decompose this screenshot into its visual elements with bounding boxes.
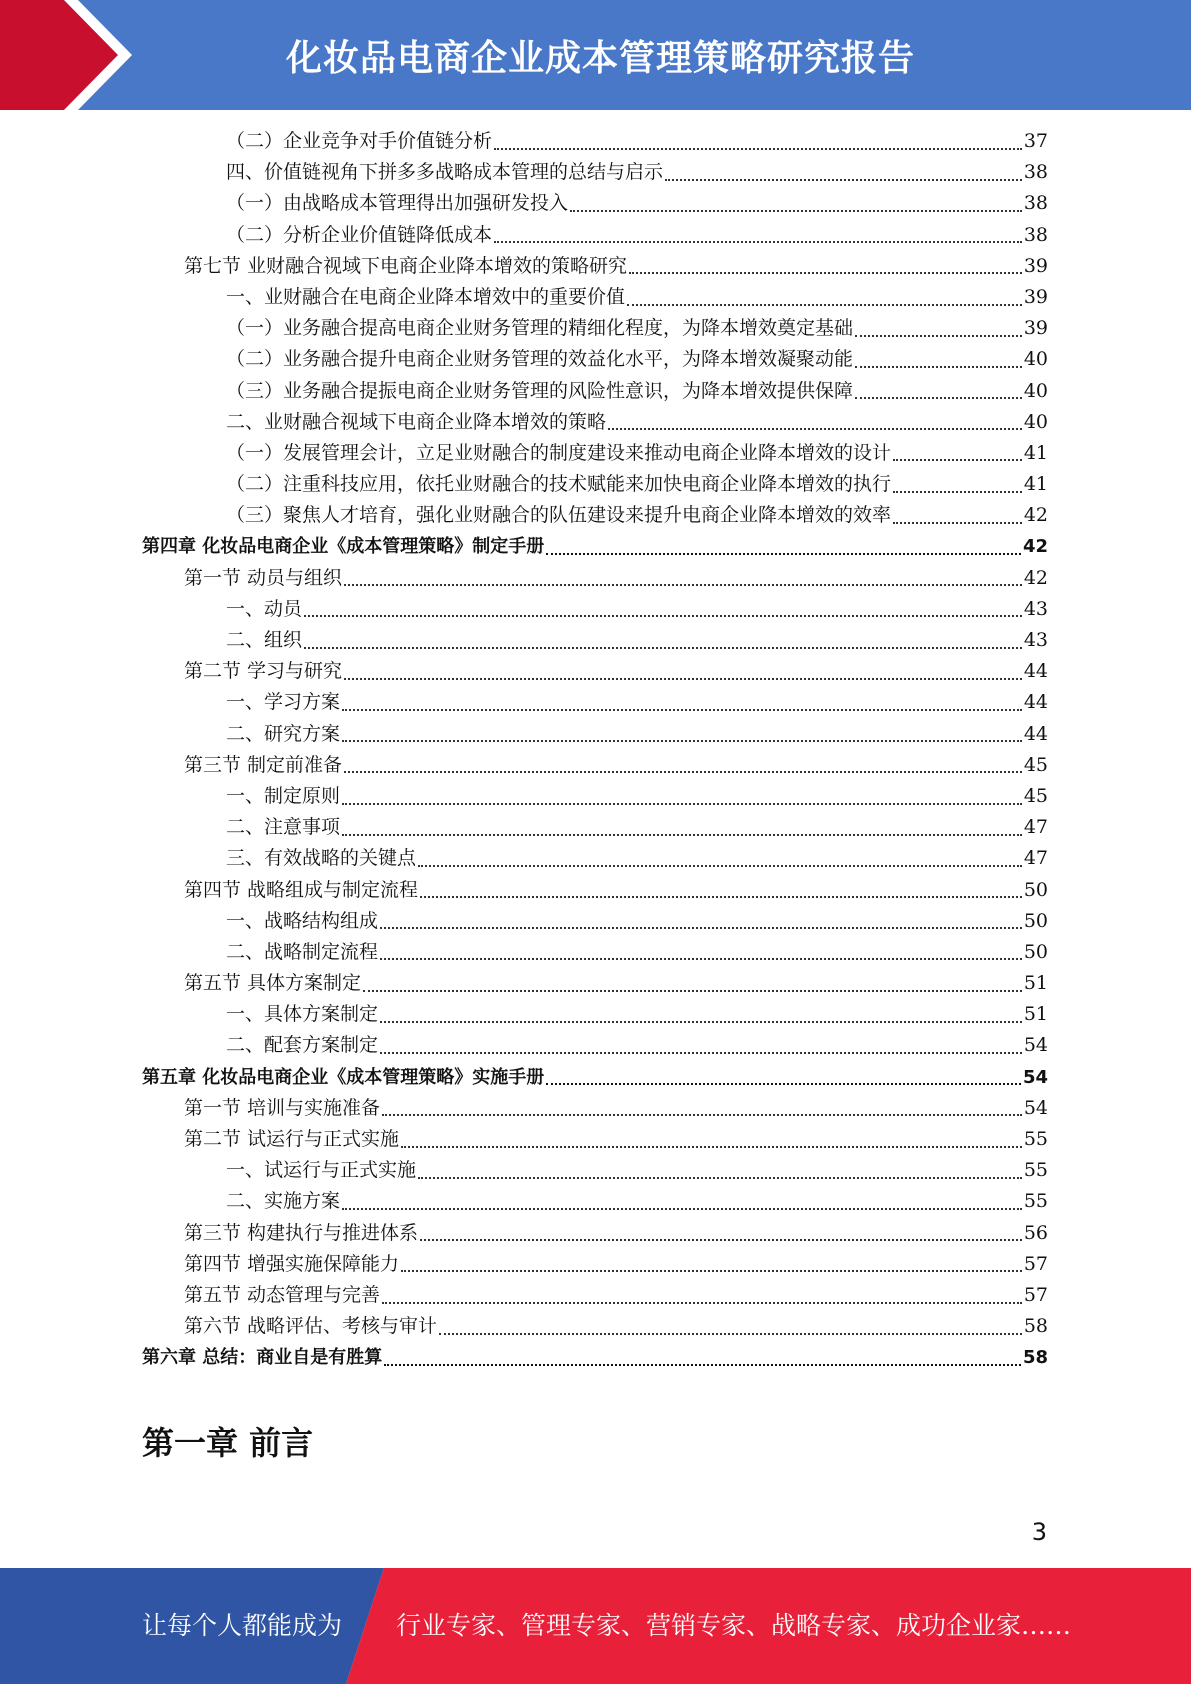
toc-leader-dots (420, 1239, 1022, 1241)
toc-entry-label: 第三节 制定前准备 (184, 753, 343, 776)
toc-entry[interactable] (142, 1155, 1048, 1186)
toc-entry[interactable] (142, 843, 1048, 874)
toc-entry-label: 四、价值链视角下拼多多战略成本管理的总结与启示 (226, 161, 664, 184)
toc-entry-label: 二、组织 (226, 629, 303, 651)
toc-entry-page: 55 (1023, 1190, 1048, 1213)
toc-entry[interactable] (142, 531, 1048, 562)
toc-entry-page: 44 (1023, 722, 1048, 745)
toc-entry-page: 58 (1022, 1347, 1048, 1369)
toc-entry[interactable] (142, 1062, 1048, 1093)
toc-entry[interactable] (142, 937, 1048, 968)
toc-entry-page: 41 (1023, 441, 1048, 464)
toc-leader-dots (342, 740, 1022, 742)
toc-entry-label: 第四节 增强实施保障能力 (184, 1252, 400, 1275)
toc-entry[interactable] (142, 282, 1048, 313)
toc-leader-dots (342, 1208, 1022, 1210)
toc-entry-label: 三、有效战略的关键点 (226, 847, 417, 870)
toc-entry-page: 44 (1023, 691, 1048, 714)
toc-entry-page: 54 (1023, 1096, 1048, 1119)
toc-entry[interactable] (142, 188, 1048, 219)
toc-entry[interactable] (142, 1342, 1048, 1373)
toc-entry-page: 38 (1023, 223, 1048, 246)
toc-entry[interactable] (142, 251, 1048, 282)
toc-entry-label: 二、实施方案 (226, 1190, 341, 1213)
toc-entry-page: 38 (1023, 192, 1048, 215)
toc-entry[interactable] (142, 438, 1048, 469)
toc-entry[interactable] (142, 812, 1048, 843)
toc-entry-label: 第六节 战略评估、考核与审计 (184, 1315, 438, 1338)
toc-leader-dots (893, 459, 1022, 461)
toc-entry[interactable] (142, 999, 1048, 1030)
toc-leader-dots (344, 584, 1022, 586)
toc-entry-label: （二）分析企业价值链降低成本 (226, 223, 493, 246)
toc-leader-dots (304, 615, 1022, 617)
toc-entry-label: （二）注重科技应用，依托业财融合的技术赋能来加快电商企业降本增效的执行 (226, 473, 892, 496)
toc-entry-label: （三）业务融合提振电商企业财务管理的风险性意识，为降本增效提供保障 (226, 379, 854, 402)
toc-entry-label: 一、学习方案 (226, 691, 341, 714)
toc-entry[interactable] (142, 1249, 1048, 1280)
document-title: 化妆品电商企业成本管理策略研究报告 (285, 37, 915, 79)
toc-entry-page: 47 (1023, 847, 1048, 870)
toc-entry-label: 一、业财融合在电商企业降本增效中的重要价值 (226, 285, 626, 308)
toc-entry[interactable] (142, 1186, 1048, 1217)
toc-leader-dots (418, 865, 1022, 867)
toc-leader-dots (855, 397, 1022, 399)
toc-leader-dots (608, 428, 1022, 430)
toc-entry-label: 第七节 业财融合视域下电商企业降本增效的策略研究 (184, 254, 628, 277)
toc-entry[interactable] (142, 126, 1048, 157)
toc-entry[interactable] (142, 656, 1048, 687)
toc-leader-dots (344, 678, 1022, 680)
toc-entry[interactable] (142, 875, 1048, 906)
toc-entry-label: 第四节 战略组成与制定流程 (184, 878, 419, 901)
toc-leader-dots (855, 366, 1022, 368)
toc-entry-page: 37 (1023, 130, 1048, 152)
toc-entry[interactable] (142, 500, 1048, 531)
toc-entry[interactable] (142, 313, 1048, 344)
toc-entry-page: 45 (1023, 753, 1048, 776)
toc-entry-label: 一、战略结构组成 (226, 909, 379, 932)
footer-slogan-left: 让每个人都能成为 (142, 1611, 343, 1640)
toc-entry-page: 57 (1023, 1283, 1048, 1306)
toc-entry[interactable] (142, 968, 1048, 999)
toc-entry-label: 第一节 动员与组织 (184, 566, 343, 589)
page-header (0, 0, 1191, 110)
toc-entry-label: 二、研究方案 (226, 722, 341, 745)
toc-leader-dots (342, 709, 1022, 711)
toc-leader-dots (893, 491, 1022, 493)
toc-entry[interactable] (142, 1218, 1048, 1249)
toc-entry[interactable] (142, 157, 1048, 188)
toc-leader-dots (342, 834, 1022, 836)
toc-entry-page: 40 (1023, 410, 1048, 433)
toc-entry-label: （二）业务融合提升电商企业财务管理的效益化水平，为降本增效凝聚动能 (226, 348, 854, 371)
page-number: 3 (1031, 1518, 1047, 1546)
toc-entry-label: 二、配套方案制定 (226, 1034, 379, 1057)
toc-entry[interactable] (142, 220, 1048, 251)
toc-entry[interactable] (142, 1093, 1048, 1124)
toc-leader-dots (420, 896, 1022, 898)
toc-leader-dots (401, 1146, 1022, 1148)
toc-leader-dots (342, 803, 1022, 805)
toc-entry-page: 54 (1023, 1034, 1048, 1057)
toc-entry-page: 50 (1023, 878, 1048, 901)
toc-leader-dots (627, 304, 1022, 306)
toc-entry-page: 42 (1023, 566, 1048, 589)
toc-leader-dots (384, 1364, 1021, 1366)
toc-entry[interactable] (142, 376, 1048, 407)
toc-leader-dots (363, 990, 1022, 992)
toc-leader-dots (570, 210, 1022, 212)
toc-entry-page: 43 (1023, 629, 1048, 651)
toc-entry-page: 51 (1023, 1003, 1048, 1026)
toc-entry[interactable] (142, 1124, 1048, 1155)
toc-entry[interactable] (142, 750, 1048, 781)
toc-entry[interactable] (142, 625, 1048, 656)
toc-entry-label: 二、注意事项 (226, 816, 341, 839)
toc-entry-page: 47 (1023, 816, 1048, 839)
toc-entry-label: 一、具体方案制定 (226, 1003, 379, 1026)
toc-entry[interactable] (142, 344, 1048, 375)
toc-entry-page: 39 (1023, 254, 1048, 277)
toc-entry-page: 55 (1023, 1159, 1048, 1182)
toc-leader-dots (344, 771, 1022, 773)
toc-entry-label: 第五章 化妆品电商企业《成本管理策略》实施手册 (142, 1066, 545, 1088)
toc-entry[interactable] (142, 781, 1048, 812)
toc-entry-page: 42 (1023, 504, 1048, 527)
toc-entry-label: 第一节 培训与实施准备 (184, 1096, 381, 1119)
toc-leader-dots (546, 1083, 1021, 1085)
toc-entry[interactable] (142, 563, 1048, 594)
toc-entry-label: 一、制定原则 (226, 784, 341, 807)
toc-leader-dots (401, 1270, 1022, 1272)
toc-leader-dots (494, 241, 1022, 243)
toc-entry-page: 40 (1023, 348, 1048, 371)
toc-entry-label: （三）聚焦人才培育，强化业财融合的队伍建设来提升电商企业降本增效的效率 (226, 504, 892, 527)
toc-entry[interactable] (142, 1030, 1048, 1061)
toc-entry-label: 第六章 总结：商业自是有胜算 (142, 1347, 383, 1369)
toc-leader-dots (665, 179, 1022, 181)
page-footer (0, 1568, 1191, 1684)
toc-entry-page: 55 (1023, 1128, 1048, 1150)
toc-leader-dots (380, 927, 1022, 929)
toc-entry-label: 第五节 动态管理与完善 (184, 1283, 381, 1306)
toc-entry[interactable] (142, 719, 1048, 750)
toc-entry-label: 二、业财融合视域下电商企业降本增效的策略 (226, 410, 607, 433)
toc-leader-dots (494, 148, 1022, 150)
toc-entry-page: 45 (1023, 784, 1048, 807)
toc-entry-page: 50 (1023, 909, 1048, 932)
toc-entry-label: 二、战略制定流程 (226, 940, 379, 963)
toc-entry-label: 第五节 具体方案制定 (184, 972, 362, 995)
toc-entry[interactable] (142, 906, 1048, 937)
toc-leader-dots (382, 1302, 1022, 1304)
table-of-contents (142, 126, 1048, 1374)
toc-entry-page: 39 (1023, 285, 1048, 308)
toc-entry-page: 51 (1023, 972, 1048, 995)
toc-entry-page: 40 (1023, 379, 1048, 402)
toc-entry[interactable] (142, 687, 1048, 718)
toc-entry-page: 43 (1023, 597, 1048, 620)
toc-leader-dots (893, 522, 1022, 524)
toc-leader-dots (380, 1021, 1022, 1023)
toc-leader-dots (304, 647, 1022, 649)
toc-entry-label: 第二节 试运行与正式实施 (184, 1128, 400, 1150)
toc-entry-page: 57 (1023, 1252, 1048, 1275)
toc-leader-dots (418, 1177, 1022, 1179)
chapter-heading: 第一章 前言 (142, 1424, 314, 1462)
toc-entry-page: 41 (1023, 473, 1048, 496)
toc-entry-page: 42 (1022, 536, 1048, 558)
footer-slogan-right: 行业专家、管理专家、营销专家、战略专家、成功企业家…… (396, 1611, 1072, 1640)
toc-entry[interactable] (142, 594, 1048, 625)
toc-entry-page: 50 (1023, 940, 1048, 963)
toc-entry-label: 第二节 学习与研究 (184, 660, 343, 683)
toc-entry-page: 38 (1023, 161, 1048, 184)
chevron-arrow-icon (0, 0, 160, 110)
toc-entry-page: 58 (1023, 1315, 1048, 1338)
toc-entry[interactable] (142, 1311, 1048, 1342)
toc-leader-dots (380, 958, 1022, 960)
toc-entry[interactable] (142, 1280, 1048, 1311)
toc-leader-dots (382, 1114, 1022, 1116)
toc-entry-label: （二）企业竞争对手价值链分析 (226, 130, 493, 152)
toc-entry-label: （一）由战略成本管理得出加强研发投入 (226, 192, 569, 215)
toc-entry[interactable] (142, 407, 1048, 438)
toc-entry[interactable] (142, 469, 1048, 500)
toc-leader-dots (629, 272, 1022, 274)
toc-leader-dots (855, 335, 1022, 337)
toc-entry-label: 第三节 构建执行与推进体系 (184, 1221, 419, 1244)
toc-entry-label: 一、动员 (226, 597, 303, 620)
toc-entry-page: 44 (1023, 660, 1048, 683)
toc-leader-dots (546, 553, 1021, 555)
toc-leader-dots (439, 1333, 1022, 1335)
toc-entry-page: 56 (1023, 1221, 1048, 1244)
toc-entry-label: （一）业务融合提高电商企业财务管理的精细化程度，为降本增效奠定基础 (226, 317, 854, 340)
toc-entry-label: 一、试运行与正式实施 (226, 1159, 417, 1182)
toc-entry-page: 54 (1022, 1066, 1048, 1088)
toc-entry-label: 第四章 化妆品电商企业《成本管理策略》制定手册 (142, 536, 545, 558)
toc-entry-label: （一）发展管理会计，立足业财融合的制度建设来推动电商企业降本增效的设计 (226, 441, 892, 464)
toc-entry-page: 39 (1023, 317, 1048, 340)
toc-leader-dots (380, 1052, 1022, 1054)
